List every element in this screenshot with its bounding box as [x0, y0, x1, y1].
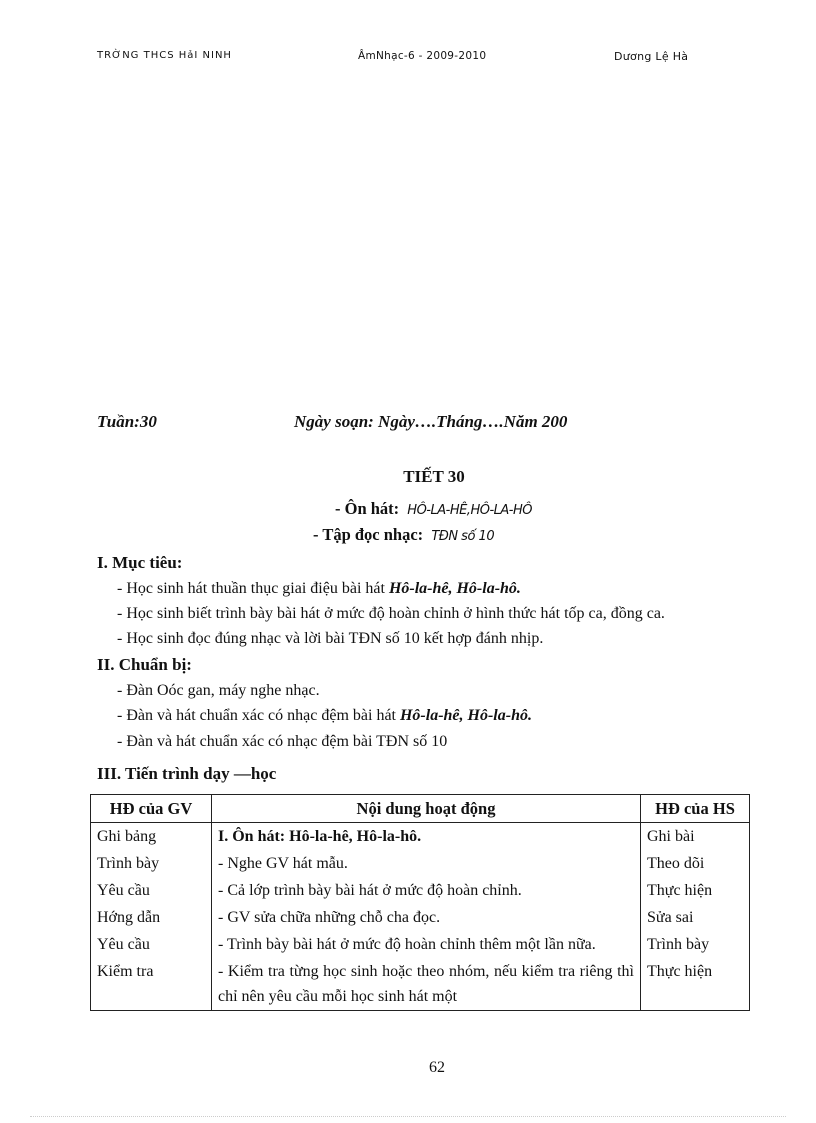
student-activity: Thực hiện [641, 877, 750, 904]
lesson-plan-table [90, 794, 750, 1011]
table-row [91, 877, 750, 904]
column-header: HĐ của HS [641, 795, 750, 823]
header-school: TRỜNG THCS HảI NINH [97, 50, 232, 61]
table-header-row [91, 795, 750, 823]
student-activity: Sửa sai [641, 904, 750, 931]
table-row [91, 850, 750, 877]
table-row [91, 823, 750, 851]
teacher-activity: Hớng dẫn [91, 904, 212, 931]
objective-item: - Học sinh biết trình bày bài hát ở mức độ hoàn chỉnh ở hình thức hát tốp ca, đồng ca. [117, 605, 665, 622]
prep-item: - Đàn và hát chuẩn xác có nhạc đệm bài hát Hô-la-hê, Hô-la-hô. [117, 707, 532, 724]
teacher-activity: Kiểm tra [91, 958, 212, 1011]
footer-divider [30, 1116, 786, 1117]
column-header: HĐ của GV [91, 795, 212, 823]
review-song-title: HÔ-LA-HÊ,HÔ-LA-HÔ [407, 503, 532, 518]
student-activity: Theo dõi [641, 850, 750, 877]
prep-date: Ngày soạn: Ngày….Tháng….Năm 200 [294, 412, 568, 431]
activity-content: - GV sửa chữa những chỗ cha đọc. [212, 904, 641, 931]
prep-item: - Đàn và hát chuẩn xác có nhạc đệm bài TĐN số 10 [117, 733, 448, 750]
column-header: Nội dung hoạt động [212, 795, 641, 823]
table-row [91, 931, 750, 958]
teacher-activity: Ghi bảng [91, 823, 212, 851]
activity-content: - Cả lớp trình bày bài hát ở mức độ hoàn chỉnh. [212, 877, 641, 904]
review-song-line [335, 499, 532, 519]
header-subject: ÂmNhạc-6 - 2009-2010 [358, 50, 487, 62]
activity-content: - Kiểm tra từng học sinh hoặc theo nhóm, nếu kiểm tra riêng thì chỉ nên yêu cầu mỗi học sinh hát một [212, 958, 641, 1011]
objective-item: - Học sinh hát thuần thục giai điệu bài hát Hô-la-hê, Hô-la-hô. [117, 580, 521, 597]
page-number: 62 [429, 1059, 445, 1076]
header-author: Dương Lệ Hà [614, 50, 689, 63]
activity-content: - Trình bày bài hát ở mức độ hoàn chỉnh thêm một lần nữa. [212, 931, 641, 958]
reading-title: TĐN số 10 [431, 529, 495, 544]
prep-heading: II. Chuẩn bị: [97, 655, 192, 674]
week-label: Tuần:30 [97, 412, 157, 431]
table-row [91, 958, 750, 1011]
activity-content: - Nghe GV hát mẫu. [212, 850, 641, 877]
student-activity: Thực hiện [641, 958, 750, 1011]
table-row [91, 904, 750, 931]
activity-content: I. Ôn hát: Hô-la-hê, Hô-la-hô. [212, 823, 641, 851]
objectives-heading: I. Mục tiêu: [97, 553, 183, 572]
review-label: - Ôn hát: [335, 499, 400, 518]
lesson-title: TIẾT 30 [403, 467, 465, 486]
teacher-activity: Trình bày [91, 850, 212, 877]
teacher-activity: Yêu cầu [91, 877, 212, 904]
student-activity: Ghi bài [641, 823, 750, 851]
prep-item: - Đàn Oóc gan, máy nghe nhạc. [117, 682, 320, 699]
student-activity: Trình bày [641, 931, 750, 958]
teacher-activity: Yêu cầu [91, 931, 212, 958]
process-heading: III. Tiến trình dạy —học [97, 764, 277, 783]
reading-line [313, 525, 494, 545]
objective-item: - Học sinh đọc đúng nhạc và lời bài TĐN số 10 kết hợp đánh nhịp. [117, 630, 544, 647]
reading-label: - Tập đọc nhạc: [313, 525, 424, 544]
